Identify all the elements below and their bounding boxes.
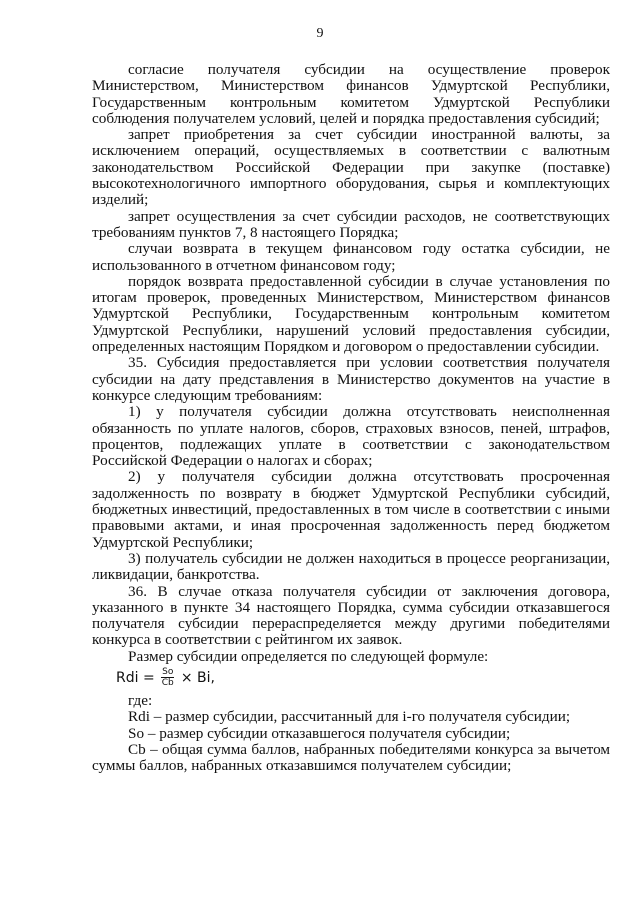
definition: Rdi – размер субсидии, рассчитанный для i-го получателя субсидии; bbox=[128, 708, 571, 726]
formula-lhs: Rdi = bbox=[116, 669, 155, 686]
paragraph: 1) у получателя субсидии должна отсутствовать неисполненная обязанность по уплате налогов, сборов, страховых взносов, пеней, штрафов, процентов, подлежащих уплате в соответствии с законодательством Российской Федерации о налогах и сборах; bbox=[92, 403, 610, 470]
paragraph: запрет приобретения за счет субсидии иностранной валюты, за исключением операций, осуществляемых в соответствии с валютным законодательством Российской Федерации при закупке (поставке) высокотехнологичного импортного оборудования, сырья и комплектующих изделий; bbox=[92, 126, 610, 209]
paragraph: запрет осуществления за счет субсидии расходов, не соответствующих требованиям пунктов 7, 8 настоящего Порядка; bbox=[92, 207, 610, 241]
where-label: где: bbox=[128, 691, 153, 709]
formula-denominator: Cb bbox=[161, 678, 174, 689]
paragraph-clause-36: 36. В случае отказа получателя субсидии от заключения договора, указанного в пункте 34 настоящего Порядка, сумма субсидии отказавшегося получателя субсидии перераспределяется между другими победителями конкурса в соответствии с рейтингом их заявок. bbox=[92, 582, 610, 649]
document-body bbox=[92, 62, 610, 774]
paragraph-clause-35: 35. Субсидия предоставляется при условии соответствия получателя субсидии на дату представления в Министерство документов на участие в конкурсе следующим требованиям: bbox=[92, 354, 610, 404]
formula-rhs: Bi, bbox=[197, 669, 215, 686]
formula-fraction bbox=[161, 667, 174, 688]
formula-numerator: So bbox=[162, 667, 174, 678]
formula-times: × bbox=[180, 669, 193, 686]
paragraph: Размер субсидии определяется по следующей формуле: bbox=[128, 647, 489, 665]
definition: Cb – общая сумма баллов, набранных победителями конкурса за вычетом суммы баллов, набранных отказавшимся получателем субсидии; bbox=[92, 740, 610, 775]
subsidy-formula bbox=[92, 665, 610, 691]
paragraph: 3) получатель субсидии не должен находиться в процессе реорганизации, ликвидации, банкротства. bbox=[92, 549, 610, 584]
paragraph: случаи возврата в текущем финансовом году остатка субсидии, не использованного в отчетном финансовом году; bbox=[92, 240, 610, 274]
paragraph: порядок возврата предоставленной субсидии в случае установления по итогам проверок, проведенных Министерством, Министерством финансов Удмуртской Республики, Государственным контрольным комитетом Удмуртской Республики, нарушений условий предоставления субсидии, определенных настоящим Порядком и договором о предоставлении субсидии. bbox=[92, 272, 610, 356]
definition: So – размер субсидии отказавшегося получателя субсидии; bbox=[128, 724, 511, 742]
paragraph: согласие получателя субсидии на осуществление проверок Министерством, Министерством финансов Удмуртской Республики, Государственным контрольным комитетом Удмуртской Республики соблюдения получателем условий, целей и порядка предоставления субсидий; bbox=[92, 61, 610, 127]
paragraph: 2) у получателя субсидии должна отсутствовать просроченная задолженность по возврату в бюджет Удмуртской Республики субсидий, бюджетных инвестиций, предоставленных в том числе в соответствии с иными правовыми актами, и иная просроченная задолженность перед бюджетом Удмуртской Республики; bbox=[92, 468, 610, 551]
page-number: 9 bbox=[316, 26, 324, 41]
